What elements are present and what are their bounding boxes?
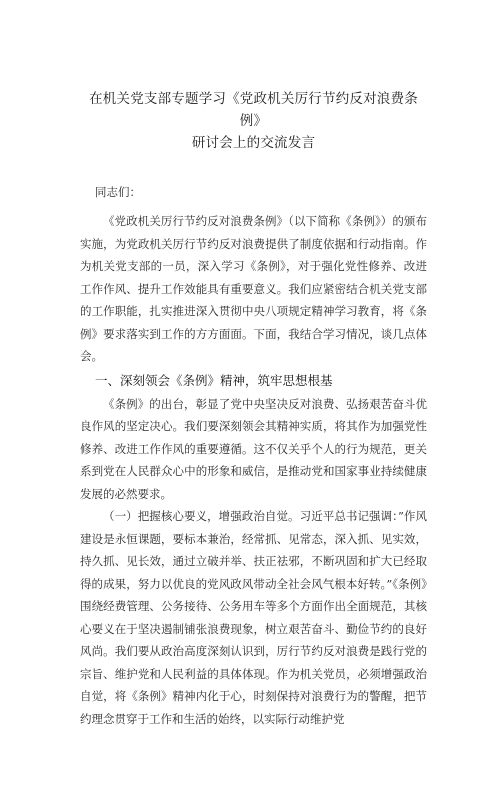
subsection-1-paragraph: （一）把握核心要义，增强政治自觉。习近平总书记强调：”作风建设是永恒课题，要标本兼治，经常抓、见常态，深入抓、见实效，持久抓、见长效，通过立破并举、扶正祛邪，不断巩固和扩大已经取得的成果，努力以优良的党风政风带动全社会风气根本好转。”《条例》围绕经费管理、公务接待、公务用车等多个方面作出全面规范，其核心要义在于坚决遏制铺张浪费现象，树立艰苦奋斗、勤俭节约的良好风尚。我们要从政治高度深刻认识到，厉行节约反对浪费是践行党的宗旨、维护党和人民利益的具体体现。作为机关党员，必须增强政治自觉，将《条例》精神内化于心，时刻保持对浪费行为的警醒，把节约理念贯穿于工作和生活的始终，以实际行动维护党 xyxy=(80,509,427,726)
intro-paragraph: 《党政机关厉行节约反对浪费条例》（以下简称《条例》）的颁布实施，为党政机关厉行节约反对浪费提供了制度依据和行动指南。作为机关党支部的一员，深入学习《条例》，对于强化党性修养、改进工作作风、提升工作效能具有重要意义。我们应紧密结合机关党支部的工作职能，扎实推进深入贯彻中央八项规定精神学习教育，将《条例》要求落实到工作的方方面面。下面，我结合学习情况，谈几点体会。 xyxy=(80,214,427,363)
title-line-2: 研讨会上的交流发言 xyxy=(191,135,316,151)
document-title xyxy=(80,88,427,154)
document-page xyxy=(0,88,500,795)
title-line-1: 在机关党支部专题学习《党政机关厉行节约反对浪费条例》 xyxy=(89,91,418,129)
section-heading-1: 一、深刻领会《条例》精神，筑牢思想根基 xyxy=(95,372,333,388)
greeting: 同志们： xyxy=(95,185,141,199)
section1-paragraph: 《条例》的出台，彰显了党中央坚决反对浪费、弘扬艰苦奋斗优良作风的坚定决心。我们要深刻领会其精神实质，将其作为加强党性修养、改进工作作风的重要遵循。这不仅关乎个人的行为规范，更关系到党在人民群众心中的形象和威信，是推动党和国家事业持续健康发展的必然要求。 xyxy=(80,396,427,501)
